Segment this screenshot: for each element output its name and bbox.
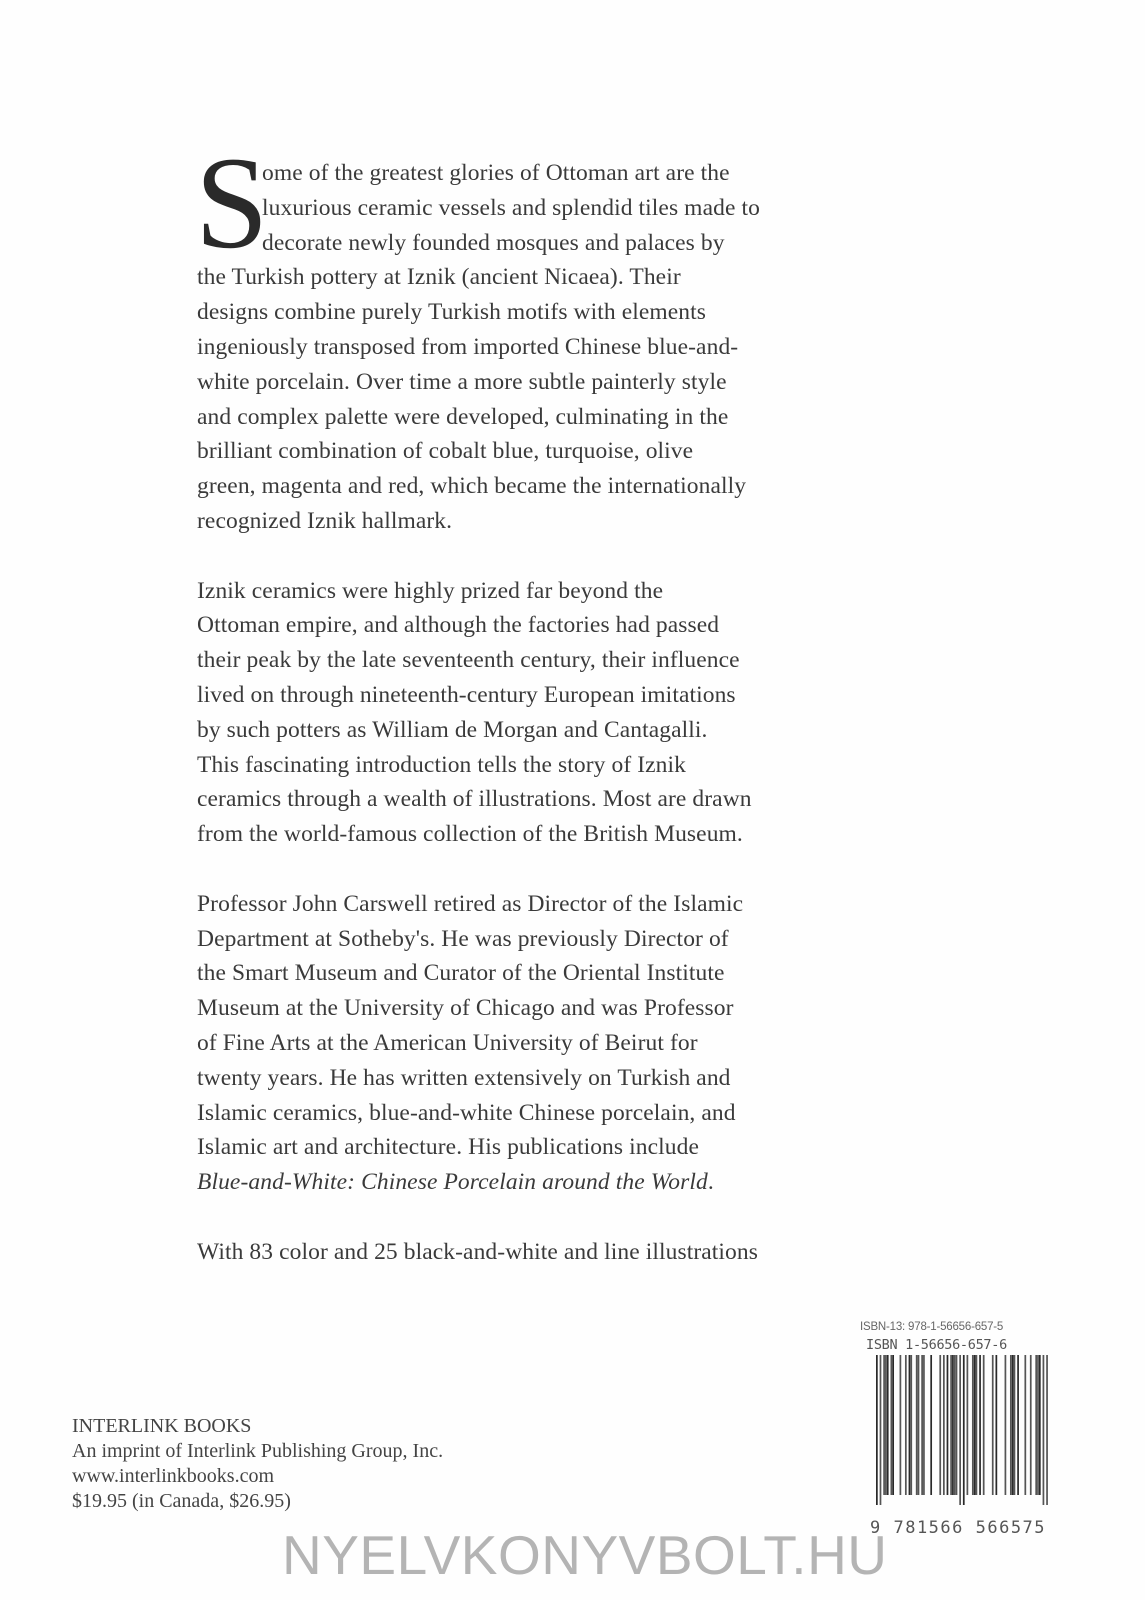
barcode-bar	[1046, 1355, 1048, 1505]
publisher-info	[72, 1414, 443, 1514]
text-line: designs combine purely Turkish motifs with elements	[197, 299, 707, 326]
isbn13-label: ISBN-13: 978-1-56656-657-5	[860, 1321, 1004, 1333]
barcode-bar	[876, 1355, 878, 1505]
barcode-bar	[910, 1355, 912, 1495]
text-line	[197, 1165, 857, 1200]
text-line: recognized Iznik hallmark.	[197, 507, 453, 534]
barcode-bar	[918, 1355, 920, 1495]
barcode-bar	[983, 1355, 985, 1495]
text-line: ceramics through a wealth of illustrations. Most are drawn	[197, 786, 752, 813]
text-line: ome of the greatest glories of Ottoman art are the	[262, 160, 730, 186]
text-line: Department at Sotheby's. He was previously Director of	[197, 925, 729, 952]
barcode-bar	[976, 1355, 978, 1495]
blurb-text	[195, 129, 857, 1304]
text-line: This fascinating introduction tells the story of Iznik	[197, 751, 687, 778]
barcode-bar	[923, 1355, 925, 1495]
barcode-bar	[1035, 1355, 1037, 1495]
text-line: ingeniously transposed from imported Chinese blue-and-	[197, 333, 739, 360]
barcode-bar	[909, 1355, 911, 1495]
barcode-bar	[1017, 1355, 1019, 1495]
text-line: twenty years. He has written extensively on Turkish and	[197, 1064, 731, 1091]
barcode-bar	[916, 1355, 918, 1495]
text-line: decorate newly founded mosques and palaces by	[262, 229, 725, 256]
barcode-bar	[930, 1355, 932, 1495]
barcode-bar	[1024, 1355, 1026, 1495]
barcode-bar	[979, 1355, 981, 1495]
paragraph-2	[197, 574, 857, 852]
paragraph-1	[195, 129, 857, 539]
barcode-digits: 9 781566 566575	[870, 1518, 1047, 1538]
text-line: by such potters as William de Morgan and Cantagalli.	[197, 716, 708, 743]
text-line: and complex palette were developed, culminating in the	[197, 403, 729, 430]
barcode-bar	[1012, 1355, 1014, 1495]
text-line: from the world-famous collection of the British Museum.	[197, 821, 743, 848]
text-line: Museum at the University of Chicago and was Professor	[197, 995, 734, 1022]
barcode-bar	[956, 1355, 958, 1495]
drop-cap: S	[195, 129, 269, 276]
barcode-bar	[900, 1355, 902, 1495]
text-line: Professor John Carswell retired as Director of the Islamic	[197, 890, 744, 917]
text-line: lived on through nineteenth-century European imitations	[197, 681, 736, 708]
text-line: white porcelain. Over time a more subtle painterly style	[197, 368, 727, 395]
barcode-bar	[952, 1355, 954, 1495]
text-line: of Fine Arts at the American University of Beirut for	[197, 1029, 698, 1056]
barcode-bar	[1043, 1355, 1045, 1505]
text-line: Islamic ceramics, blue-and-white Chinese porcelain, and	[197, 1099, 736, 1126]
barcode-bar	[1005, 1355, 1007, 1495]
barcode-bar	[890, 1355, 892, 1495]
barcode-bar	[887, 1355, 889, 1495]
barcode-bar	[947, 1355, 949, 1495]
barcode-bar	[905, 1355, 907, 1495]
text-line: green, magenta and red, which became the internationally	[197, 473, 747, 500]
publisher-website[interactable]: www.interlinkbooks.com	[72, 1465, 275, 1487]
text-line: Ottoman empire, and although the factories had passed	[197, 612, 720, 639]
barcode-bar	[974, 1355, 976, 1495]
barcode-bar	[992, 1355, 994, 1495]
text-line: luxurious ceramic vessels and splendid tiles made to	[262, 194, 760, 221]
text-line: With 83 color and 25 black-and-white and line illustrations	[197, 1238, 758, 1265]
price: $19.95 (in Canada, $26.95)	[72, 1490, 291, 1512]
barcode-bar	[1010, 1355, 1012, 1495]
barcode-bar	[950, 1355, 952, 1495]
isbn10-label: ISBN 1-56656-657-6	[866, 1337, 1007, 1353]
barcode-bar	[1039, 1355, 1041, 1495]
text-line: Islamic art and architecture. His publications include	[197, 1134, 699, 1161]
text-line: the Turkish pottery at Iznik (ancient Nicaea). Their	[197, 264, 681, 291]
text-line: Iznik ceramics were highly prized far beyond the	[197, 577, 664, 604]
text-line: brilliant combination of cobalt blue, turquoise, olive	[197, 438, 694, 465]
barcode-bar	[939, 1355, 941, 1495]
barcode-bar	[1014, 1355, 1016, 1495]
book-title-italic: Blue-and-White: Chinese Porcelain around the World	[197, 1169, 708, 1196]
barcode-bar	[943, 1355, 945, 1495]
publisher-imprint: An imprint of Interlink Publishing Group, Inc.	[72, 1440, 444, 1462]
barcode-bar	[1037, 1355, 1039, 1495]
barcode-bar	[892, 1355, 894, 1495]
author-bio	[197, 887, 857, 1200]
barcode-bar	[880, 1355, 882, 1505]
barcode-bar	[954, 1355, 956, 1495]
barcode-bar	[921, 1355, 923, 1495]
barcode-bar	[1030, 1355, 1032, 1495]
text-line: their peak by the late seventeenth century, their influence	[197, 647, 740, 674]
barcode-bar	[967, 1355, 969, 1495]
barcode-icon	[876, 1355, 1048, 1505]
barcode-bar	[963, 1355, 965, 1505]
barcode-bar	[995, 1355, 997, 1495]
barcode-bar	[885, 1355, 887, 1495]
sentence-end: .	[707, 1169, 714, 1196]
barcode-bar	[959, 1355, 961, 1505]
barcode-bar	[883, 1355, 885, 1495]
barcode-bar	[972, 1355, 974, 1495]
text-line: the Smart Museum and Curator of the Oriental Institute	[197, 960, 725, 987]
publisher-name: INTERLINK BOOKS	[72, 1415, 252, 1437]
watermark: NYELVKONYVBOLT.HU	[282, 1524, 888, 1586]
illustrations-note	[197, 1235, 857, 1270]
